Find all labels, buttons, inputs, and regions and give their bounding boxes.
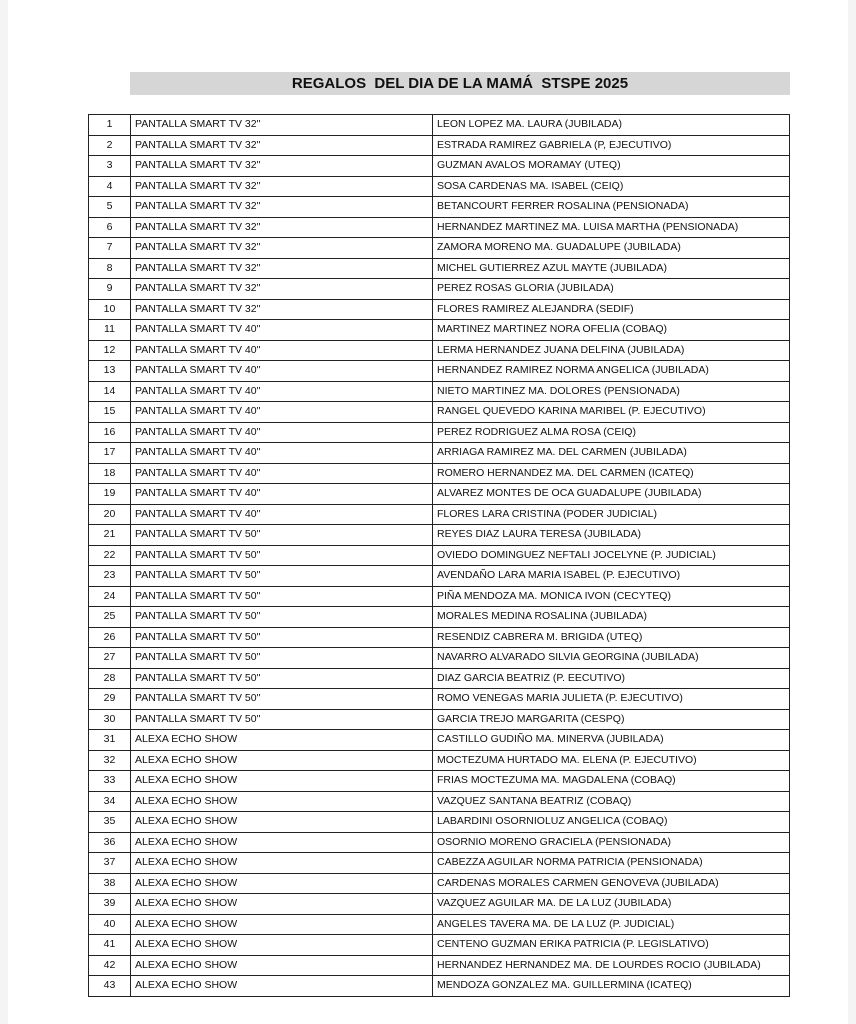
gift-cell: ALEXA ECHO SHOW <box>131 771 433 792</box>
row-number-cell: 24 <box>89 586 131 607</box>
row-number-cell: 31 <box>89 730 131 751</box>
gift-cell: PANTALLA SMART TV 50" <box>131 586 433 607</box>
recipient-cell: NIETO MARTINEZ MA. DOLORES (PENSIONADA) <box>433 381 790 402</box>
row-number-cell: 28 <box>89 668 131 689</box>
gift-cell: PANTALLA SMART TV 50" <box>131 545 433 566</box>
recipient-cell: CASTILLO GUDIÑO MA. MINERVA (JUBILADA) <box>433 730 790 751</box>
table-row <box>89 586 790 607</box>
recipient-cell: DIAZ GARCIA BEATRIZ (P. EECUTIVO) <box>433 668 790 689</box>
recipient-cell: GUZMAN AVALOS MORAMAY (UTEQ) <box>433 156 790 177</box>
row-number-cell: 15 <box>89 402 131 423</box>
gift-cell: PANTALLA SMART TV 32" <box>131 176 433 197</box>
row-number-cell: 14 <box>89 381 131 402</box>
row-number-cell: 38 <box>89 873 131 894</box>
row-number-cell: 3 <box>89 156 131 177</box>
recipient-cell: AVENDAÑO LARA MARIA ISABEL (P. EJECUTIVO) <box>433 566 790 587</box>
gift-cell: ALEXA ECHO SHOW <box>131 873 433 894</box>
table-row <box>89 156 790 177</box>
row-number-cell: 12 <box>89 340 131 361</box>
row-number-cell: 41 <box>89 935 131 956</box>
row-number-cell: 29 <box>89 689 131 710</box>
recipient-cell: VAZQUEZ AGUILAR MA. DE LA LUZ (JUBILADA) <box>433 894 790 915</box>
row-number-cell: 2 <box>89 135 131 156</box>
table-row <box>89 607 790 628</box>
row-number-cell: 4 <box>89 176 131 197</box>
title-banner <box>130 72 790 95</box>
recipient-cell: FLORES RAMIREZ ALEJANDRA (SEDIF) <box>433 299 790 320</box>
gift-cell: PANTALLA SMART TV 40" <box>131 484 433 505</box>
gift-cell: PANTALLA SMART TV 50" <box>131 648 433 669</box>
gift-cell: PANTALLA SMART TV 32" <box>131 238 433 259</box>
gift-cell: ALEXA ECHO SHOW <box>131 976 433 997</box>
table-row <box>89 135 790 156</box>
recipient-cell: FRIAS MOCTEZUMA MA. MAGDALENA (COBAQ) <box>433 771 790 792</box>
recipient-cell: OSORNIO MORENO GRACIELA (PENSIONADA) <box>433 832 790 853</box>
recipient-cell: MICHEL GUTIERREZ AZUL MAYTE (JUBILADA) <box>433 258 790 279</box>
table-row <box>89 832 790 853</box>
gift-cell: PANTALLA SMART TV 40" <box>131 422 433 443</box>
gifts-table-body <box>89 115 790 997</box>
recipient-cell: FLORES LARA CRISTINA (PODER JUDICIAL) <box>433 504 790 525</box>
table-row <box>89 504 790 525</box>
row-number-cell: 32 <box>89 750 131 771</box>
table-row <box>89 279 790 300</box>
recipient-cell: ROMERO HERNANDEZ MA. DEL CARMEN (ICATEQ) <box>433 463 790 484</box>
gift-cell: PANTALLA SMART TV 32" <box>131 156 433 177</box>
row-number-cell: 1 <box>89 115 131 136</box>
recipient-cell: ZAMORA MORENO MA. GUADALUPE (JUBILADA) <box>433 238 790 259</box>
row-number-cell: 33 <box>89 771 131 792</box>
gift-cell: PANTALLA SMART TV 40" <box>131 504 433 525</box>
row-number-cell: 22 <box>89 545 131 566</box>
recipient-cell: MORALES MEDINA ROSALINA (JUBILADA) <box>433 607 790 628</box>
recipient-cell: VAZQUEZ SANTANA BEATRIZ (COBAQ) <box>433 791 790 812</box>
recipient-cell: RESENDIZ CABRERA M. BRIGIDA (UTEQ) <box>433 627 790 648</box>
gift-cell: ALEXA ECHO SHOW <box>131 791 433 812</box>
table-row <box>89 566 790 587</box>
row-number-cell: 17 <box>89 443 131 464</box>
recipient-cell: CABEZZA AGUILAR NORMA PATRICIA (PENSIONADA) <box>433 853 790 874</box>
gift-cell: PANTALLA SMART TV 32" <box>131 258 433 279</box>
gifts-table <box>88 114 790 997</box>
recipient-cell: ALVAREZ MONTES DE OCA GUADALUPE (JUBILADA) <box>433 484 790 505</box>
gift-cell: PANTALLA SMART TV 50" <box>131 689 433 710</box>
recipient-cell: ANGELES TAVERA MA. DE LA LUZ (P. JUDICIAL) <box>433 914 790 935</box>
row-number-cell: 9 <box>89 279 131 300</box>
table-row <box>89 340 790 361</box>
recipient-cell: SOSA CARDENAS MA. ISABEL (CEIQ) <box>433 176 790 197</box>
table-row <box>89 894 790 915</box>
table-row <box>89 299 790 320</box>
gift-cell: ALEXA ECHO SHOW <box>131 914 433 935</box>
gift-cell: PANTALLA SMART TV 32" <box>131 135 433 156</box>
recipient-cell: MENDOZA GONZALEZ MA. GUILLERMINA (ICATEQ) <box>433 976 790 997</box>
table-row <box>89 709 790 730</box>
row-number-cell: 25 <box>89 607 131 628</box>
recipient-cell: ROMO VENEGAS MARIA JULIETA (P. EJECUTIVO) <box>433 689 790 710</box>
table-row <box>89 545 790 566</box>
recipient-cell: MARTINEZ MARTINEZ NORA OFELIA (COBAQ) <box>433 320 790 341</box>
document-page <box>8 0 848 1024</box>
gift-cell: PANTALLA SMART TV 32" <box>131 197 433 218</box>
gift-cell: ALEXA ECHO SHOW <box>131 935 433 956</box>
recipient-cell: CENTENO GUZMAN ERIKA PATRICIA (P. LEGISLATIVO) <box>433 935 790 956</box>
row-number-cell: 21 <box>89 525 131 546</box>
row-number-cell: 13 <box>89 361 131 382</box>
gift-cell: PANTALLA SMART TV 50" <box>131 668 433 689</box>
table-row <box>89 422 790 443</box>
recipient-cell: OVIEDO DOMINGUEZ NEFTALI JOCELYNE (P. JUDICIAL) <box>433 545 790 566</box>
table-row <box>89 791 790 812</box>
table-row <box>89 873 790 894</box>
table-row <box>89 320 790 341</box>
gift-cell: ALEXA ECHO SHOW <box>131 750 433 771</box>
recipient-cell: ESTRADA RAMIREZ GABRIELA (P, EJECUTIVO) <box>433 135 790 156</box>
table-row <box>89 525 790 546</box>
table-row <box>89 197 790 218</box>
gift-cell: PANTALLA SMART TV 40" <box>131 320 433 341</box>
row-number-cell: 16 <box>89 422 131 443</box>
table-row <box>89 853 790 874</box>
recipient-cell: REYES DIAZ LAURA TERESA (JUBILADA) <box>433 525 790 546</box>
recipient-cell: HERNANDEZ MARTINEZ MA. LUISA MARTHA (PENSIONADA) <box>433 217 790 238</box>
recipient-cell: ARRIAGA RAMIREZ MA. DEL CARMEN (JUBILADA) <box>433 443 790 464</box>
row-number-cell: 35 <box>89 812 131 833</box>
gift-cell: PANTALLA SMART TV 50" <box>131 607 433 628</box>
gift-cell: PANTALLA SMART TV 50" <box>131 566 433 587</box>
table-row <box>89 238 790 259</box>
recipient-cell: GARCIA TREJO MARGARITA (CESPQ) <box>433 709 790 730</box>
row-number-cell: 8 <box>89 258 131 279</box>
gift-cell: PANTALLA SMART TV 50" <box>131 709 433 730</box>
gift-cell: PANTALLA SMART TV 32" <box>131 217 433 238</box>
table-row <box>89 463 790 484</box>
table-row <box>89 976 790 997</box>
recipient-cell: BETANCOURT FERRER ROSALINA (PENSIONADA) <box>433 197 790 218</box>
recipient-cell: HERNANDEZ HERNANDEZ MA. DE LOURDES ROCIO (JUBILADA) <box>433 955 790 976</box>
recipient-cell: PEREZ RODRIGUEZ ALMA ROSA (CEIQ) <box>433 422 790 443</box>
recipient-cell: RANGEL QUEVEDO KARINA MARIBEL (P. EJECUTIVO) <box>433 402 790 423</box>
row-number-cell: 39 <box>89 894 131 915</box>
table-row <box>89 935 790 956</box>
table-row <box>89 730 790 751</box>
gift-cell: ALEXA ECHO SHOW <box>131 894 433 915</box>
gift-cell: PANTALLA SMART TV 50" <box>131 627 433 648</box>
gift-cell: PANTALLA SMART TV 50" <box>131 525 433 546</box>
gift-cell: ALEXA ECHO SHOW <box>131 730 433 751</box>
row-number-cell: 23 <box>89 566 131 587</box>
table-row <box>89 258 790 279</box>
recipient-cell: PEREZ ROSAS GLORIA (JUBILADA) <box>433 279 790 300</box>
table-row <box>89 771 790 792</box>
table-row <box>89 217 790 238</box>
gift-cell: ALEXA ECHO SHOW <box>131 812 433 833</box>
row-number-cell: 20 <box>89 504 131 525</box>
gift-cell: PANTALLA SMART TV 40" <box>131 381 433 402</box>
row-number-cell: 26 <box>89 627 131 648</box>
table-row <box>89 381 790 402</box>
table-row <box>89 812 790 833</box>
gift-cell: PANTALLA SMART TV 40" <box>131 361 433 382</box>
recipient-cell: LEON LOPEZ MA. LAURA (JUBILADA) <box>433 115 790 136</box>
table-row <box>89 627 790 648</box>
row-number-cell: 11 <box>89 320 131 341</box>
gift-cell: PANTALLA SMART TV 40" <box>131 340 433 361</box>
row-number-cell: 5 <box>89 197 131 218</box>
gift-cell: PANTALLA SMART TV 32" <box>131 299 433 320</box>
row-number-cell: 30 <box>89 709 131 730</box>
table-row <box>89 955 790 976</box>
table-row <box>89 176 790 197</box>
table-row <box>89 750 790 771</box>
row-number-cell: 43 <box>89 976 131 997</box>
gift-cell: PANTALLA SMART TV 32" <box>131 115 433 136</box>
row-number-cell: 37 <box>89 853 131 874</box>
recipient-cell: HERNANDEZ RAMIREZ NORMA ANGELICA (JUBILADA) <box>433 361 790 382</box>
recipient-cell: PIÑA MENDOZA MA. MONICA IVON (CECYTEQ) <box>433 586 790 607</box>
table-row <box>89 648 790 669</box>
row-number-cell: 7 <box>89 238 131 259</box>
table-row <box>89 402 790 423</box>
recipient-cell: CARDENAS MORALES CARMEN GENOVEVA (JUBILADA) <box>433 873 790 894</box>
gift-cell: PANTALLA SMART TV 40" <box>131 402 433 423</box>
row-number-cell: 19 <box>89 484 131 505</box>
gift-cell: PANTALLA SMART TV 40" <box>131 443 433 464</box>
table-row <box>89 361 790 382</box>
row-number-cell: 40 <box>89 914 131 935</box>
row-number-cell: 34 <box>89 791 131 812</box>
row-number-cell: 18 <box>89 463 131 484</box>
recipient-cell: MOCTEZUMA HURTADO MA. ELENA (P. EJECUTIVO) <box>433 750 790 771</box>
recipient-cell: NAVARRO ALVARADO SILVIA GEORGINA (JUBILADA) <box>433 648 790 669</box>
gift-cell: PANTALLA SMART TV 40" <box>131 463 433 484</box>
row-number-cell: 42 <box>89 955 131 976</box>
gift-cell: PANTALLA SMART TV 32" <box>131 279 433 300</box>
row-number-cell: 36 <box>89 832 131 853</box>
table-row <box>89 914 790 935</box>
gift-cell: ALEXA ECHO SHOW <box>131 832 433 853</box>
recipient-cell: LERMA HERNANDEZ JUANA DELFINA (JUBILADA) <box>433 340 790 361</box>
row-number-cell: 27 <box>89 648 131 669</box>
table-row <box>89 484 790 505</box>
table-row <box>89 668 790 689</box>
gift-cell: ALEXA ECHO SHOW <box>131 955 433 976</box>
recipient-cell: LABARDINI OSORNIOLUZ ANGELICA (COBAQ) <box>433 812 790 833</box>
table-row <box>89 115 790 136</box>
row-number-cell: 6 <box>89 217 131 238</box>
row-number-cell: 10 <box>89 299 131 320</box>
document-title: REGALOS DEL DIA DE LA MAMÁ STSPE 2025 <box>291 75 629 92</box>
table-row <box>89 443 790 464</box>
table-row <box>89 689 790 710</box>
gift-cell: ALEXA ECHO SHOW <box>131 853 433 874</box>
